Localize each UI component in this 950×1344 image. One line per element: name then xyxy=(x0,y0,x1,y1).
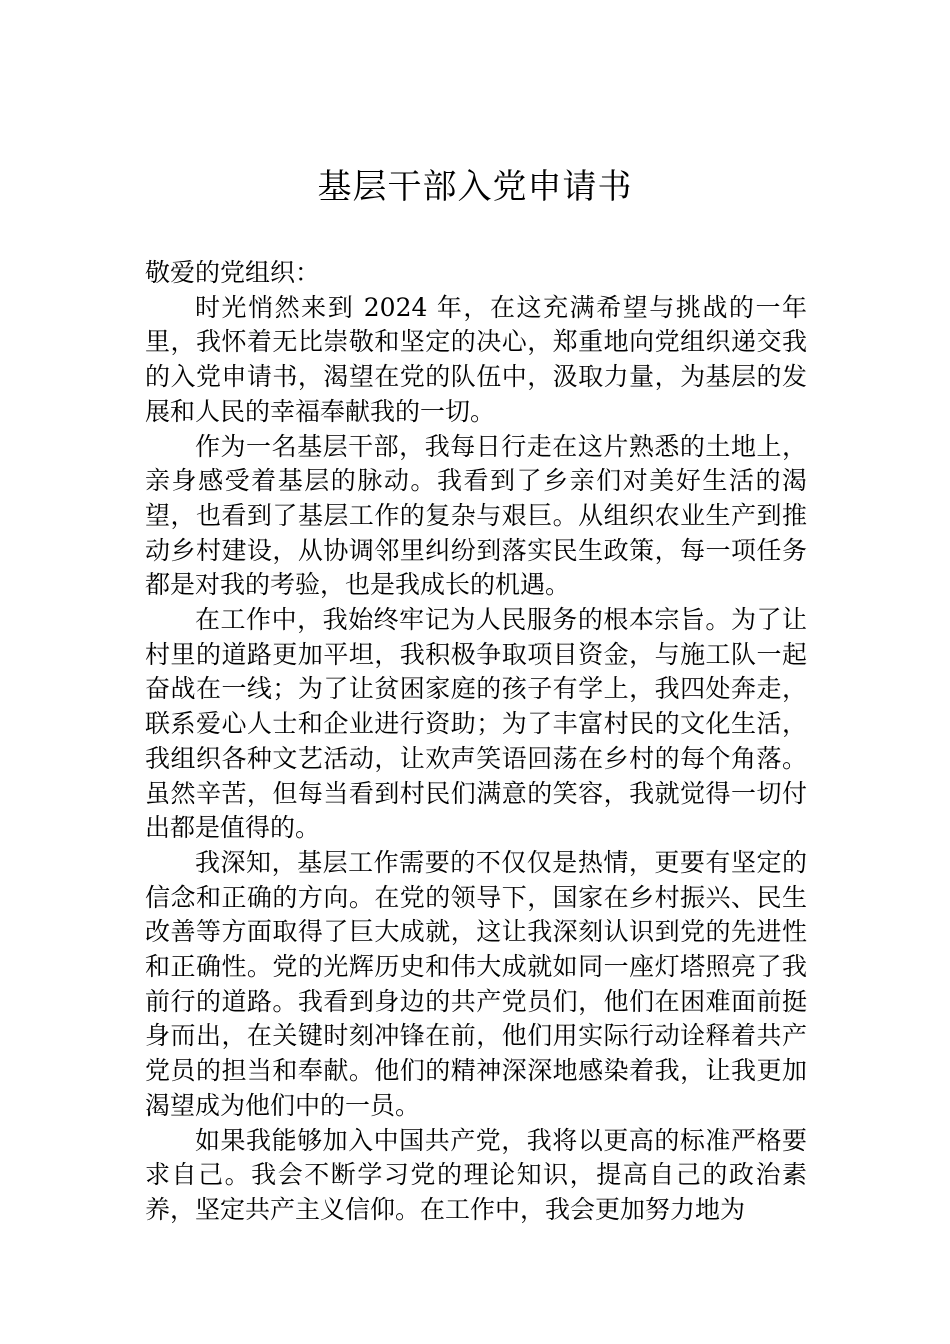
document-body xyxy=(145,256,807,1228)
paragraph-5: 如果我能够加入中国共产党，我将以更高的标准严格要求自己。我会不断学习党的理论知识，提高自己的政治素养，坚定共产主义信仰。在工作中，我会更加努力地为 xyxy=(145,1125,807,1224)
paragraph-2: 作为一名基层干部，我每日行走在这片熟悉的土地上，亲身感受着基层的脉动。我看到了乡亲们对美好生活的渴望，也看到了基层工作的复杂与艰巨。从组织农业生产到推动乡村建设，从协调邻里纠纷到落实民生政策，每一项任务都是对我的考验，也是我成长的机遇。 xyxy=(145,431,807,600)
paragraph-1: 时光悄然来到 2024 年，在这充满希望与挑战的一年里，我怀着无比崇敬和坚定的决心，郑重地向党组织递交我的入党申请书，渴望在党的队伍中，汲取力量，为基层的发展和人民的幸福奉献我的一切。 xyxy=(145,292,807,426)
salutation: 敬爱的党组织： xyxy=(145,258,321,287)
document-title: 基层干部入党申请书 xyxy=(317,167,633,207)
paragraph-4: 我深知，基层工作需要的不仅仅是热情，更要有坚定的信念和正确的方向。在党的领导下，国家在乡村振兴、民生改善等方面取得了巨大成就，这让我深刻认识到党的先进性和正确性。党的光辉历史和伟大成就如同一座灯塔照亮了我前行的道路。我看到身边的共产党员们，他们在困难面前挺身而出，在关键时刻冲锋在前，他们用实际行动诠释着共产党员的担当和奉献。他们的精神深深地感染着我，让我更加渴望成为他们中的一员。 xyxy=(145,847,807,1120)
paragraph-3: 在工作中，我始终牢记为人民服务的根本宗旨。为了让村里的道路更加平坦，我积极争取项目资金，与施工队一起奋战在一线；为了让贫困家庭的孩子有学上，我四处奔走，联系爱心人士和企业进行资助；为了丰富村民的文化生活，我组织各种文艺活动，让欢声笑语回荡在乡村的每个角落。虽然辛苦，但每当看到村民们满意的笑容，我就觉得一切付出都是值得的。 xyxy=(145,605,807,843)
